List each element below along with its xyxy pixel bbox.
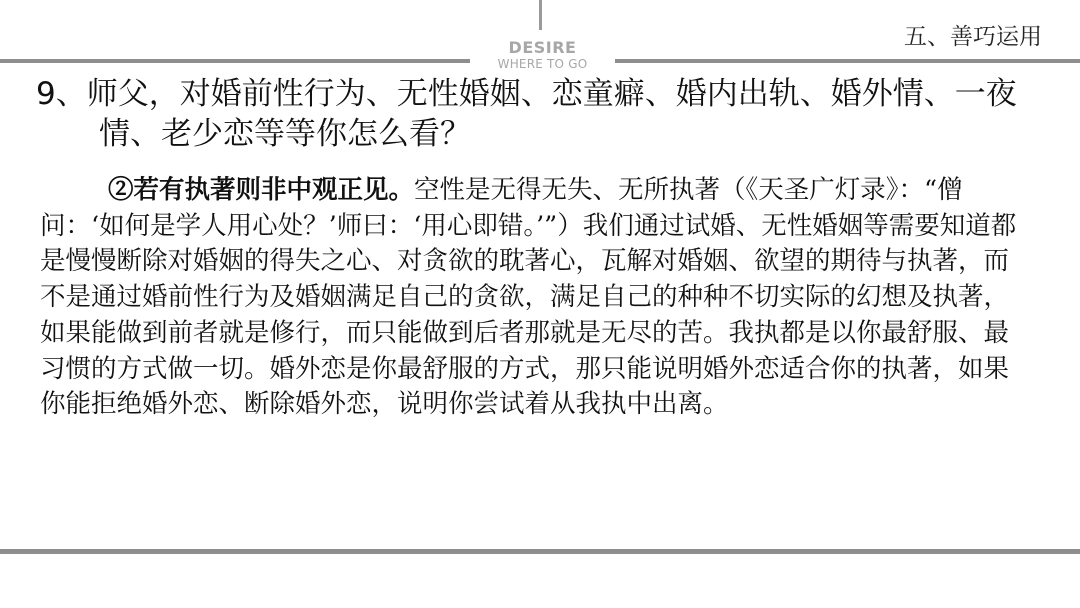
question-text: 9、师父，对婚前性行为、无性婚姻、恋童癖、婚内出轨、婚外情、一夜情、老少恋等等你怎么看？ — [36, 76, 1017, 152]
brand-name: DESIRE — [508, 38, 577, 57]
answer-lead-heading: ②若有执著则非中观正见。 — [108, 175, 415, 205]
footer-rule — [0, 549, 1080, 554]
brand-watermark — [470, 40, 615, 70]
header-rule-right — [615, 59, 1080, 63]
answer-body-text: 空性是无得无失、无所执著（《天圣广灯录》：“僧问：‘如何是学人用心处？’师曰：‘用心即错。’”）我们通过试婚、无性婚姻等需要知道都是慢慢断除对婚姻的得失之心、对贪欲的耽著心，瓦解对婚姻、欲望的期待与执著，而不是通过婚前性行为及婚姻满足自己的贪欲，满足自己的种种不切实际的幻想及执著，如果能做到前者就是修行，而只能做到后者那就是无尽的苦。我执都是以你最舒服、最习惯的方式做一切。婚外恋是你最舒服的方式，那只能说明婚外恋适合你的执著，如果你能拒绝婚外恋、断除婚外恋，说明你尝试着从我执中出离。 — [40, 175, 1017, 420]
brand-tagline: WHERE TO GO — [497, 57, 588, 71]
answer-paragraph — [40, 173, 1020, 423]
section-title: 五、善巧运用 — [904, 24, 1042, 50]
header-rule-left — [0, 59, 470, 63]
question-block — [36, 74, 1036, 154]
top-vertical-divider — [539, 0, 542, 30]
